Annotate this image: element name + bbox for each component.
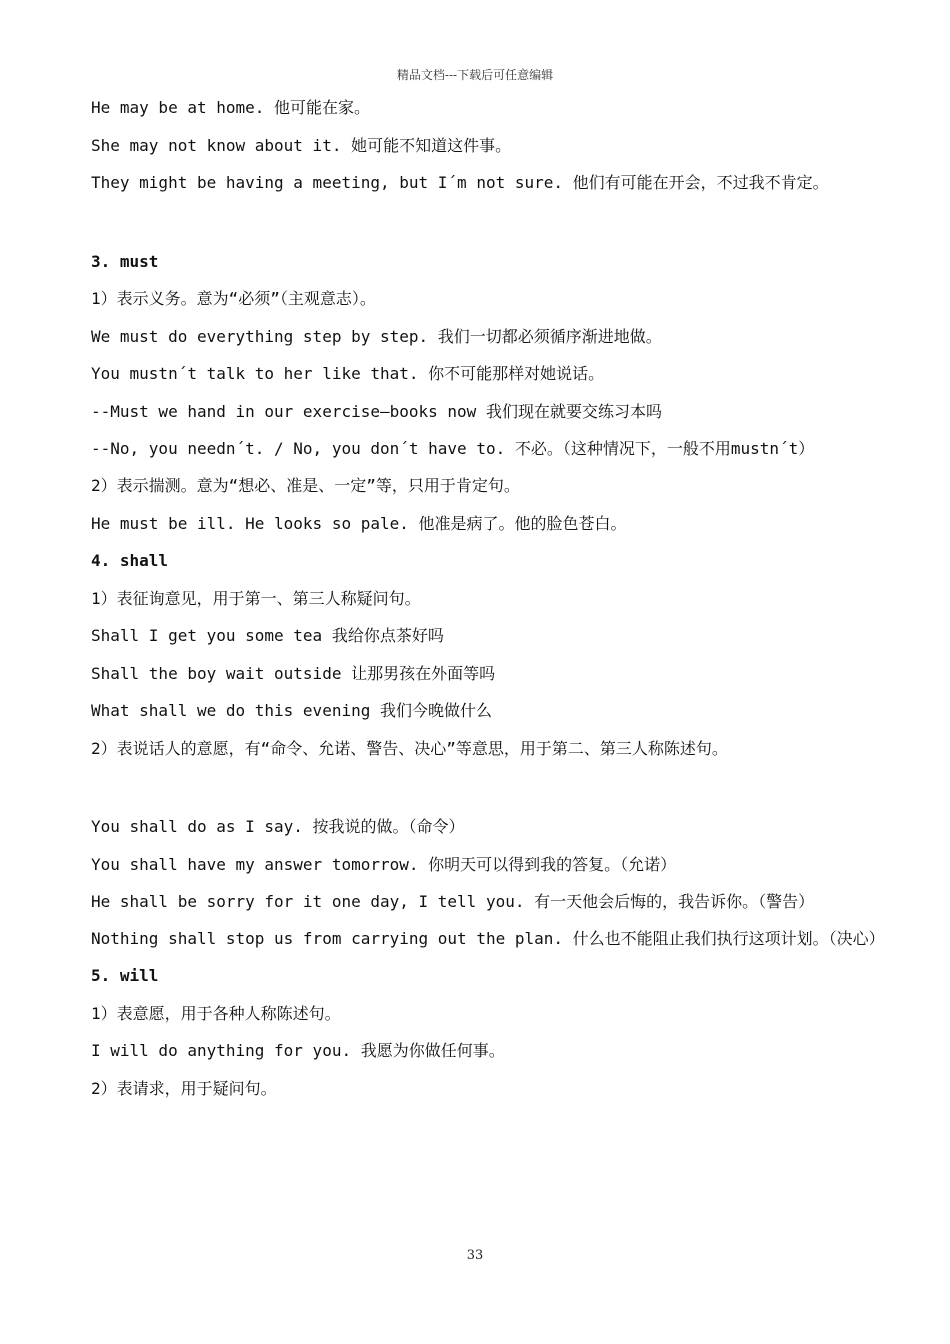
paragraph-gap <box>91 210 881 251</box>
paragraph-gap <box>91 775 881 816</box>
usage-point: 1）表示义务。意为“必须”（主观意志）。 <box>91 289 376 308</box>
example-sentence: He shall be sorry for it one day, I tell you. 有一天他会后悔的，我告诉你。（警告） <box>91 892 815 911</box>
example-sentence: You shall have my answer tomorrow. 你明天可以得到我的答复。（允诺） <box>91 854 677 874</box>
section-heading-must: 3. must <box>91 251 159 271</box>
example-sentence: They might be having a meeting, but I´m not sure. 他们有可能在开会，不过我不肯定。 <box>91 173 829 192</box>
example-sentence: You shall do as I say. 按我说的做。（命令） <box>91 817 465 836</box>
section-heading-will: 5. will <box>91 966 159 985</box>
example-sentence: We must do everything step by step. 我们一切都必须循序渐进地做。 <box>91 326 662 346</box>
usage-point: 1）表意愿，用于各种人称陈述句。 <box>91 1003 341 1023</box>
usage-point: 2）表请求，用于疑问句。 <box>91 1078 277 1098</box>
example-sentence: Nothing shall stop us from carrying out the plan. 什么也不能阻止我们执行这项计划。（决心） <box>91 929 885 948</box>
example-sentence: Shall the boy wait outside 让那男孩在外面等吗 <box>91 663 496 683</box>
example-sentence: He may be at home. 他可能在家。 <box>91 98 371 117</box>
section-heading-shall: 4. shall <box>91 551 169 570</box>
example-sentence: She may not know about it. 她可能不知道这件事。 <box>91 135 512 155</box>
example-sentence: I will do anything for you. 我愿为你做任何事。 <box>91 1041 505 1060</box>
example-sentence: You mustn´t talk to her like that. 你不可能那样对她说话。 <box>91 364 605 383</box>
example-sentence: Shall I get you some tea 我给你点茶好吗 <box>91 626 444 645</box>
page-number: 33 <box>466 1248 484 1263</box>
usage-point: 2）表说话人的意愿，有“命令、允诺、警告、决心”等意思，用于第二、第三人称陈述句。 <box>91 738 728 758</box>
document-body <box>91 97 885 1115</box>
example-sentence: --No, you needn´t. / No, you don´t have to. 不必。（这种情况下，一般不用mustn´t） <box>91 439 815 458</box>
example-sentence: What shall we do this evening 我们今晚做什么 <box>91 701 492 720</box>
page-header: 精品文档---下载后可任意编辑 <box>396 68 554 82</box>
example-sentence: --Must we hand in our exercise—books now 我们现在就要交练习本吗 <box>91 401 662 421</box>
example-sentence: He must be ill. He looks so pale. 他准是病了。他的脸色苍白。 <box>91 513 627 533</box>
usage-point: 2）表示揣测。意为“想必、准是、一定”等，只用于肯定句。 <box>91 476 520 495</box>
usage-point: 1）表征询意见，用于第一、第三人称疑问句。 <box>91 588 421 608</box>
